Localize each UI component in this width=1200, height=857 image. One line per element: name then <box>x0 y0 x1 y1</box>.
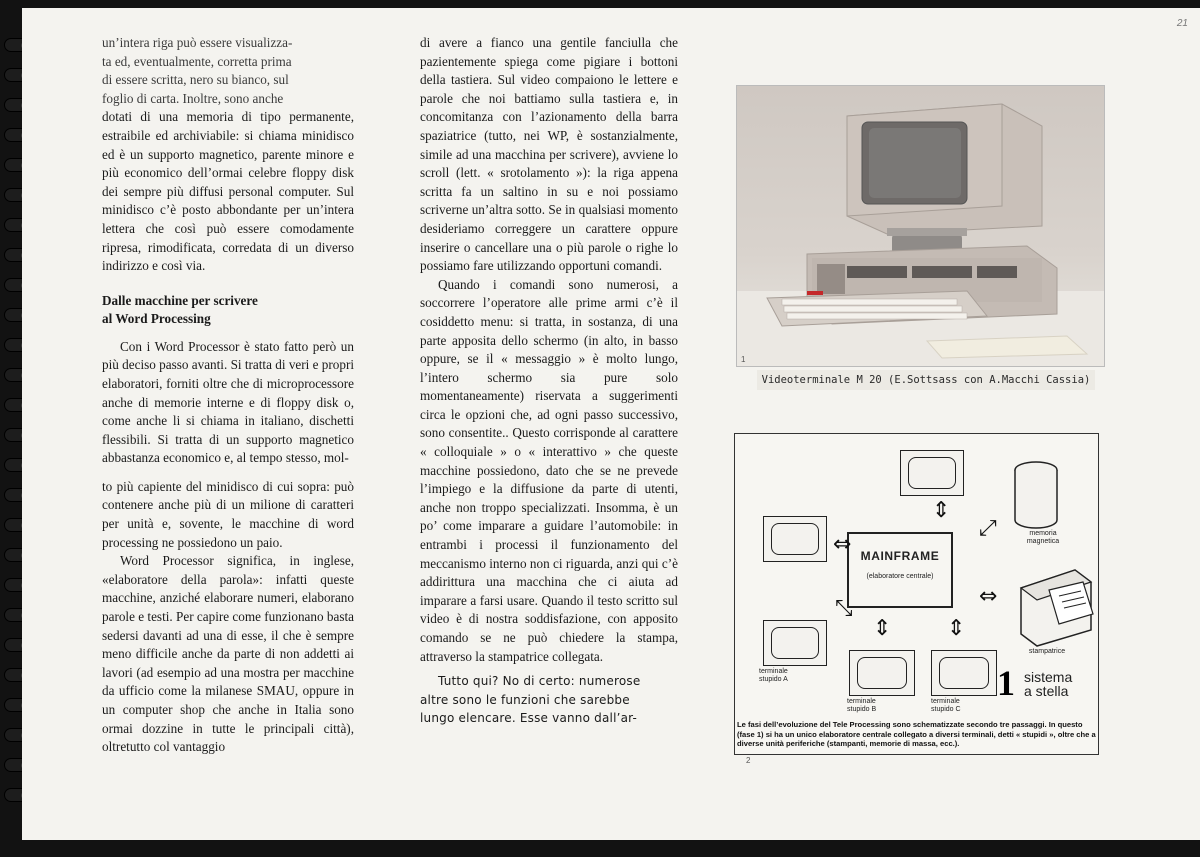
terminal-c-label: terminale stupido C <box>931 698 961 713</box>
handwritten-line: lungo elencare. Esse vanno dall’ar- <box>420 711 638 726</box>
handwritten-line: Tutto qui? No di certo: numerose <box>438 674 641 689</box>
paragraph: Con i Word Processor è stato fatto però un più deciso passo avanti. Si tratta di veri e propri elaboratori, forniti oltre che di microprocessore anche di memorie interne e di floppy disk o, come anche li si chiama in italiano, dischetti flessibili. Si tratta di un supporto magnetico abbastanza economico e, al tempo stesso, mol- <box>102 338 354 466</box>
double-arrow-icon: ⇔ <box>833 532 852 557</box>
terminal-b-label: terminale stupido B <box>847 698 877 713</box>
mainframe-subtitle: (elaboratore centrale) <box>866 573 934 580</box>
printer-icon <box>1019 568 1095 648</box>
text-column-right <box>420 34 678 814</box>
terminal-left-icon <box>763 516 827 562</box>
terminal-a-label: terminale stupido A <box>759 668 788 683</box>
magnetic-memory-icon <box>1013 460 1059 530</box>
double-arrow-icon: ⇕ <box>947 616 966 641</box>
text-line: di essere scritta, nero su bianco, sul <box>102 72 289 88</box>
terminal-c-icon <box>931 650 997 696</box>
text-line: ta ed, eventualmente, corretta prima <box>102 53 292 69</box>
double-arrow-icon: ⤢ <box>979 516 997 541</box>
photo-caption: Videoterminale M 20 (E.Sottsass con A.Macchi Cassia) <box>757 370 1095 390</box>
diagram-caption: Le fasi dell’evoluzione del Tele Processing sono schematizzate secondo tre passaggi. In questo (fase 1) si ha un unico elaboratore centrale collegato a diversi terminali, detti « stupidi », oltre che a diverse unità periferiche (stampanti, memorie di massa, ecc.). <box>737 720 1096 749</box>
printer-label: stampatrice <box>1028 648 1066 655</box>
computer-illustration <box>737 86 1105 367</box>
star-system-label: sistema a stella <box>1024 669 1073 699</box>
star-network-diagram <box>734 433 1099 755</box>
memory-label: memoria magnetica <box>1026 530 1060 545</box>
figure-number: 2 <box>746 756 751 765</box>
figure-number: 1 <box>741 355 746 364</box>
phase-number: 1 <box>997 663 1015 703</box>
terminal-top-icon <box>900 450 964 496</box>
mainframe-title: MAINFRAME <box>860 549 940 563</box>
paragraph: Word Processor significa, in inglese, «elaboratore della parola»: infatti queste macchine, anziché elaborare numeri, elaborano parole e testi. Per capire come funzionano basta sedersi davanti ad una di esse, il che è sempre meno difficile anche da parte di non addetti ai lavori (ad esempio ad una mostra per macchine da ufficio come la milanese SMAU, oppure in un computer shop che anche in Italia sono ormai dozzine in tutte le principali città), oltretutto col vantaggio <box>102 553 354 755</box>
double-arrow-icon: ⇔ <box>979 584 998 609</box>
double-arrow-icon: ⇕ <box>873 616 892 641</box>
paragraph: Quando i comandi sono numerosi, a soccorrere l’operatore alle prime armi c’è il cosiddetto menu: si tratta, in sostanza, di una parte apposita dello schermo (in alto, in basso oppure, se il « messaggio » è molto lungo, l’intero schermo sia pure solo momentaneamente) riservata a suggerimenti circa le opzioni che, ad ogni passo successivo, sono consentite.. Questo corrisponde al carattere « colloquiale » o « interattivo » che queste macchine possiedono, dato che se ne prevede l’impiego e la diffusione da parte di utenti, anche non troppo specializzati. Insomma, è un po’ come imparare a guidare l’automobile: in entrambi i processi il funzionamento del meccanismo interno non ci riguarda, anzi qui c’è addirittura una macchina che ci aiuta ad imparare a farsi usare. Quando il testo scritto sul video è di nostra soddisfazione, con apposito comando se ne può chiedere la stampa, attraverso la stampatrice collegata. <box>420 276 678 664</box>
computer-photo <box>736 85 1105 367</box>
handwritten-line: altre sono le funzioni che sarebbe <box>420 692 630 707</box>
paragraph: di avere a fianco una gentile fanciulla che pazientemente spiega come pigiare i bottoni della tastiera. Sul video compaiono le lettere e parole che noi battiamo sulla tastiera e, in concomitanza con l’azionamento della barra spaziatrice (tutto, nei WP, è sostanzialmente, simile ad una macchina per scrivere), avviene lo scroll (lett. « srotolamento »): la riga appena scritta fa un saltino in su e noi possiamo scriverne un’altra sotto. Se in qualsiasi momento desideriamo correggere un carattere oppure inserire o cancellare una o più parole o righe lo possiamo fare utilizzando opportuni comandi. <box>420 35 678 274</box>
text-line: un’intera riga può essere visualizza- <box>102 35 293 50</box>
mainframe-box <box>847 532 953 608</box>
double-arrow-icon: ⇕ <box>932 498 951 523</box>
double-arrow-icon: ⤡ <box>835 596 853 621</box>
page-number: 21 <box>1176 18 1188 29</box>
section-heading: Dalle macchine per scrivere al Word Processing <box>102 292 258 326</box>
paragraph: to più capiente del minidisco di cui sopra: può contenere anche più di un milione di caratteri per unità e, sovente, le macchine di word processing ne possiedono un paio. <box>102 478 354 550</box>
text-line: foglio di carta. Inoltre, sono anche <box>102 90 284 106</box>
paragraph: dotati di una memoria di tipo permanente, estraibile ed archiviabile: si chiama minidisco ed è un supporto magnetico, parente minore e più economico dell’ormai celebre floppy disk dei sempre più diffusi personal computer. Sul minidisco c’è posto abbondante per un’intera lettera che così può essere comodamente ripresa, rimodificata, corredata di un diverso indirizzo e così via. <box>102 109 354 274</box>
terminal-b-icon <box>849 650 915 696</box>
text-column-left <box>102 34 354 814</box>
terminal-a-icon <box>763 620 827 666</box>
